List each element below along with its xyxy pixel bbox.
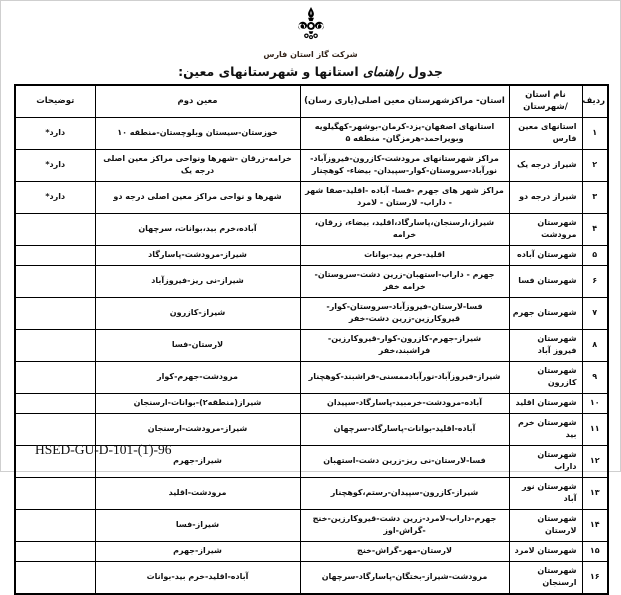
cell-second: شیراز-جهرم (95, 541, 300, 561)
cell-name: شهرستان مرودشت (509, 213, 582, 245)
col-header-num: ردیف (582, 85, 608, 117)
cell-name: شهرستان آباده (509, 245, 582, 265)
header-row (15, 85, 608, 117)
table-row (15, 265, 608, 297)
cell-notes: دارد* (15, 181, 95, 213)
title-italic: راهنمای (362, 64, 404, 79)
table-row (15, 413, 608, 445)
table-row (15, 297, 608, 329)
cell-main: اقلید-خرم بید-بوانات (300, 245, 509, 265)
cell-main: مرودشت-شیراز-بختگان-پاسارگاد-سرچهان (300, 561, 509, 594)
cell-notes (15, 541, 95, 561)
cell-second: شیراز-فسا (95, 509, 300, 541)
cell-notes (15, 361, 95, 393)
table-row (15, 541, 608, 561)
table-row (15, 149, 608, 181)
cell-name: شهرستان اقلید (509, 393, 582, 413)
page-title (0, 64, 621, 79)
table-row (15, 181, 608, 213)
cell-second: شیراز-جهرم (95, 445, 300, 477)
cell-main: شیراز-جهرم-کازرون-کوار-قیروکارزین-فراشبند،خفر (300, 329, 509, 361)
title-part1: جدول (403, 64, 443, 79)
table-row (15, 329, 608, 361)
cell-num: ۶ (582, 265, 608, 297)
cell-name: شهرستان فسا (509, 265, 582, 297)
table-row (15, 117, 608, 149)
cell-num: ۵ (582, 245, 608, 265)
table-row (15, 561, 608, 594)
cell-second: مرودشت-جهرم-کوار (95, 361, 300, 393)
cell-main: آباده-مرودشت-خرمبید-پاسارگاد-سپیدان (300, 393, 509, 413)
cell-notes (15, 477, 95, 509)
cell-name: شیراز درجه دو (509, 181, 582, 213)
cell-name: شهرستان خرم بید (509, 413, 582, 445)
cell-main: استانهای اصفهان-یزد-کرمان-بوشهر-کهگیلویه وبویراحمد-هرمزگان- منطقه ۵ (300, 117, 509, 149)
cell-notes (15, 297, 95, 329)
col-header-name-line1: نام استان (525, 90, 566, 100)
cell-second: شیراز-مرودشت-ارسنجان (95, 413, 300, 445)
cell-num: ۱۲ (582, 445, 608, 477)
cell-main: مراکز شهرستانهای مرودشت-کازرون-فیروزآباد-نورآباد-سروستان-کوار-سپیدان- بیضاء- کوهچنار (300, 149, 509, 181)
page-header (0, 0, 621, 79)
col-header-notes: توضیحات (15, 85, 95, 117)
cell-notes (15, 393, 95, 413)
cell-second: مرودشت-اقلید (95, 477, 300, 509)
cell-num: ۴ (582, 213, 608, 245)
cell-notes: دارد* (15, 117, 95, 149)
cell-num: ۱۳ (582, 477, 608, 509)
cell-notes (15, 245, 95, 265)
col-header-second: معین دوم (95, 85, 300, 117)
cell-num: ۳ (582, 181, 608, 213)
cell-name: شهرستان داراب (509, 445, 582, 477)
cell-notes: دارد* (15, 149, 95, 181)
cell-second: شیراز(منطقه۲)-بوانات-ارسنجان (95, 393, 300, 413)
cell-main: جهرم-داراب-لامرد-زرین دشت-قیروکارزین-خنج -گراش-اوز (300, 509, 509, 541)
cell-notes (15, 213, 95, 245)
cell-main: لارستان-مهر-گراش-خنج (300, 541, 509, 561)
cell-notes (15, 265, 95, 297)
cell-num: ۱۰ (582, 393, 608, 413)
cell-second: آباده-اقلید-خرم بید-بوانات (95, 561, 300, 594)
document-code: HSED-GU-D-101-(1)-96 (35, 442, 172, 457)
table-row (15, 361, 608, 393)
col-header-name (509, 85, 582, 117)
nigc-flame-logo-icon (291, 7, 331, 43)
table-row (15, 509, 608, 541)
cell-num: ۷ (582, 297, 608, 329)
cell-main: آباده-اقلید-بوانات-پاسارگاد-سرچهان (300, 413, 509, 445)
cell-name: شهرستان نور آباد (509, 477, 582, 509)
cell-main: جهرم - داراب-استهبان-زرین دشت-سروستان-خرامه خفر (300, 265, 509, 297)
cell-second: شهرها و نواحی مراکز معین اصلی درجه دو (95, 181, 300, 213)
cell-main: فسا-لارستان-نی ریز-زرین دشت-استهبان (300, 445, 509, 477)
col-header-main: استان- مراکزشهرستان معین اصلی(یاری رسان) (300, 85, 509, 117)
title-part2: استانها و شهرستانهای معین: (178, 64, 363, 79)
cell-second: شیراز-نی ریز-فیروزآباد (95, 265, 300, 297)
guide-table (14, 84, 609, 595)
cell-num: ۱۱ (582, 413, 608, 445)
table-body (15, 117, 608, 594)
cell-second: آباده،خرم بید،بوانات، سرچهان (95, 213, 300, 245)
company-name: شرکت گاز استان فارس (263, 50, 358, 59)
cell-second: خوزستان-سیستان وبلوچستان-منطقه ۱۰ (95, 117, 300, 149)
cell-name: شهرستان فیروز آباد (509, 329, 582, 361)
cell-notes (15, 329, 95, 361)
col-header-name-line2: /شهرستان (523, 102, 568, 113)
cell-name: شهرستان جهرم (509, 297, 582, 329)
cell-main: فسا-لارستان-فیروزآباد-سروستان-کوار-قیروکارزین-زرین دشت-خفر (300, 297, 509, 329)
cell-main: شیراز-فیروزآباد-نورآبادممسنی-فراشبند-کوهچنار (300, 361, 509, 393)
cell-notes (15, 561, 95, 594)
table-row (15, 477, 608, 509)
table-row (15, 393, 608, 413)
cell-main: شیراز،ارسنجان،پاسارگاد،اقلید، بیضاء، زرقان، خرامه (300, 213, 509, 245)
cell-second: خرامه-زرقان -شهرها ونواحی مراکز معین اصلی درجه یک (95, 149, 300, 181)
cell-name: شهرستان لارستان (509, 509, 582, 541)
cell-name: شیراز درجه یک (509, 149, 582, 181)
cell-num: ۸ (582, 329, 608, 361)
cell-main: شیراز-کازرون-سپیدان-رستم،کوهچنار (300, 477, 509, 509)
cell-notes (15, 509, 95, 541)
cell-num: ۱ (582, 117, 608, 149)
table-row (15, 245, 608, 265)
cell-notes (15, 413, 95, 445)
cell-second: شیراز-مرودشت-پاسارگاد (95, 245, 300, 265)
cell-main: مراکز شهر های جهرم -فسا- آباده -اقلید-صفا شهر - داراب- لارستان - لامرد (300, 181, 509, 213)
cell-name: شهرستان کازرون (509, 361, 582, 393)
cell-second: لارستان-فسا (95, 329, 300, 361)
cell-num: ۹ (582, 361, 608, 393)
cell-name: شهرستان ارسنجان (509, 561, 582, 594)
cell-num: ۱۵ (582, 541, 608, 561)
cell-name: استانهای معین فارس (509, 117, 582, 149)
cell-second: شیراز-کازرون (95, 297, 300, 329)
table-row (15, 213, 608, 245)
cell-num: ۱۴ (582, 509, 608, 541)
cell-num: ۱۶ (582, 561, 608, 594)
cell-name: شهرستان لامرد (509, 541, 582, 561)
table-header (15, 85, 608, 117)
cell-num: ۲ (582, 149, 608, 181)
